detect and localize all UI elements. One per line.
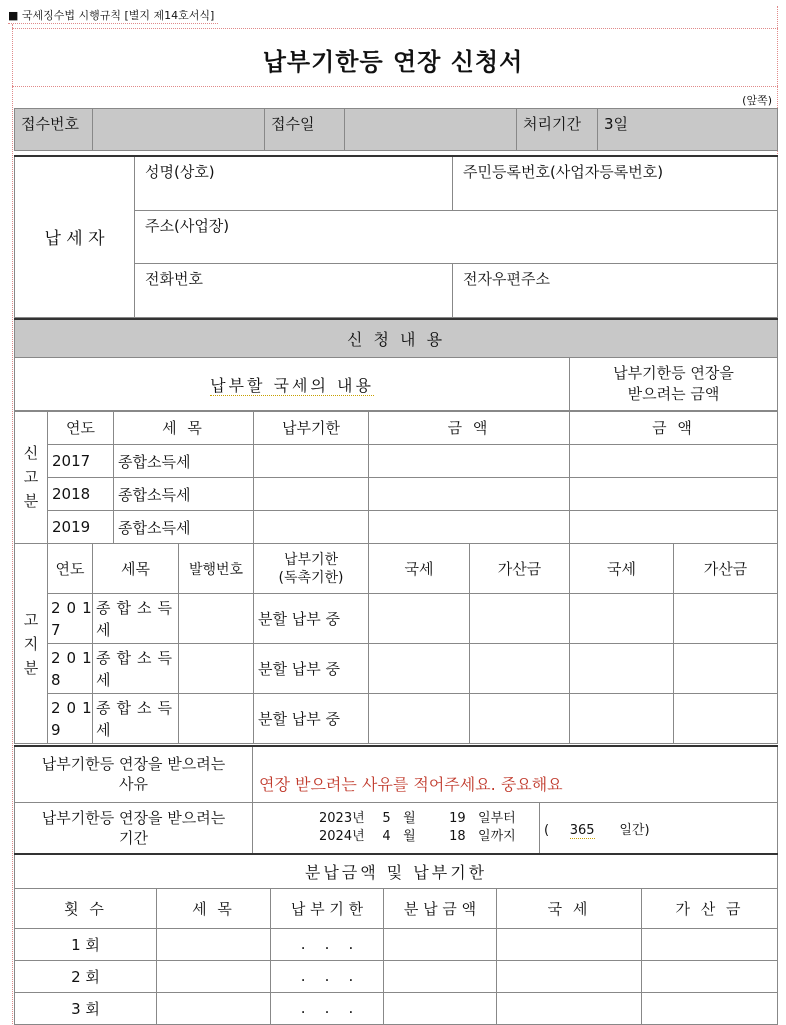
form-title: 납부기한등 연장 신청서 [262, 48, 524, 76]
installment-table [14, 853, 778, 1025]
notified-item-b: 세 [96, 670, 111, 689]
reason-label-line1: 납부기한등 연장을 받으려는 [41, 755, 226, 774]
notified-issue-field[interactable] [179, 644, 254, 694]
declared-item: 종합소득세 [114, 478, 254, 511]
from-year: 2023년 [319, 811, 365, 826]
notified-add-field[interactable] [470, 644, 570, 694]
notified-item [93, 644, 179, 694]
notified-tax-field[interactable] [369, 694, 470, 744]
period-days[interactable] [540, 802, 778, 854]
installment-tax-field[interactable] [497, 960, 642, 992]
reason-label-line2: 사유 [119, 775, 148, 794]
notified-col-ext-add: 가산금 [674, 544, 778, 594]
to-day: 18 [449, 829, 466, 844]
installment-item-field[interactable] [157, 992, 271, 1024]
notified-table [14, 543, 778, 744]
declared-ext-amount-field[interactable] [570, 511, 778, 544]
installment-title: 분납금액 및 납부기한 [15, 854, 778, 888]
period-dates[interactable] [253, 802, 540, 854]
to-month-unit: 월 [403, 829, 416, 844]
address-label: 주소(사업장) [145, 216, 230, 235]
email-label: 전자우편주소 [463, 269, 550, 288]
notified-col-year: 연도 [48, 544, 93, 594]
notified-add-field[interactable] [470, 594, 570, 644]
installment-tax-field[interactable] [497, 992, 642, 1024]
period-label [15, 802, 253, 854]
declared-ext-amount-field[interactable] [570, 445, 778, 478]
notified-col-due [254, 544, 369, 594]
notified-due: 분할 납부 중 [254, 694, 369, 744]
notified-item-b: 세 [96, 620, 111, 639]
page-guide-left [12, 24, 13, 1024]
declared-due-field[interactable] [254, 445, 369, 478]
table-row [15, 445, 778, 478]
installment-amount-field[interactable] [384, 992, 497, 1024]
table-row [15, 694, 778, 744]
notified-col-add: 가산금 [470, 544, 570, 594]
installment-date-dots: . . . [300, 999, 354, 1017]
notified-ext-add-field[interactable] [674, 694, 778, 744]
notified-col-issue: 발행번호 [179, 544, 254, 594]
notified-ext-tax-field[interactable] [570, 594, 674, 644]
notified-year [48, 594, 98, 644]
notified-add-field[interactable] [470, 694, 570, 744]
from-day: 19 [449, 811, 466, 826]
declared-side-char: 신 [23, 444, 39, 462]
reason-period-table [14, 745, 778, 855]
notified-tax-field[interactable] [369, 644, 470, 694]
notified-issue-field[interactable] [179, 594, 254, 644]
notified-item-a: 종합소득 [96, 648, 178, 667]
to-year: 2024년 [319, 829, 365, 844]
processing-period-value: 3일 [598, 109, 778, 151]
reason-value: 연장 받으려는 사유를 적어주세요. 중요해요 [259, 774, 563, 794]
receipt-table [14, 108, 778, 151]
installment-add-field[interactable] [642, 928, 778, 960]
tax-content-header-text: 납부할 국세의 내용 [210, 375, 374, 395]
declared-col-year: 연도 [48, 411, 114, 445]
application-section-title: 신 청 내 용 [15, 319, 778, 357]
installment-date-dots: . . . [300, 935, 354, 953]
declared-col-due: 납부기한 [254, 411, 369, 445]
declared-table [14, 410, 778, 544]
page-guide-top [12, 28, 778, 29]
tax-content-header [15, 357, 570, 411]
installment-item-field[interactable] [157, 960, 271, 992]
declared-col-item: 세 목 [114, 411, 254, 445]
installment-due-field[interactable] [271, 992, 384, 1024]
installment-item-field[interactable] [157, 928, 271, 960]
id-number-field[interactable] [453, 156, 778, 210]
notified-year-b: 7 [51, 620, 61, 639]
notified-year [48, 644, 98, 694]
notified-col-ext-tax: 국세 [570, 544, 674, 594]
period-from [319, 810, 539, 828]
days-open-paren: ( [544, 822, 550, 838]
reason-label [15, 746, 253, 802]
receipt-no-label: 접수번호 [15, 109, 93, 151]
installment-amount-field[interactable] [384, 960, 497, 992]
address-field[interactable] [135, 210, 778, 263]
receipt-date-label: 접수일 [265, 109, 345, 151]
notified-col-due-line2: (독촉기한) [278, 569, 344, 586]
notified-col-tax: 국세 [369, 544, 470, 594]
days-count: 365 [569, 822, 595, 838]
processing-period-label: 처리기간 [517, 109, 598, 151]
declared-side-char: 고 [23, 468, 39, 486]
table-row [15, 478, 778, 511]
installment-col-tax: 국 세 [497, 888, 642, 928]
extend-header-line2: 받으려는 금액 [627, 385, 720, 403]
installment-col-item: 세 목 [157, 888, 271, 928]
period-to [319, 828, 539, 846]
notified-item [93, 594, 179, 644]
notified-ext-tax-field[interactable] [570, 694, 674, 744]
notified-col-due-line1: 납부기한 [283, 551, 339, 568]
application-header-table [14, 318, 778, 412]
installment-no: 2 회 [15, 960, 157, 992]
notified-col-item: 세목 [93, 544, 179, 594]
table-row [15, 644, 778, 694]
declared-amount-field[interactable] [369, 511, 570, 544]
receipt-no-field[interactable] [93, 109, 265, 151]
notified-item [93, 694, 179, 744]
declared-amount-field[interactable] [369, 478, 570, 511]
law-reference: ■ 국세징수법 시행규칙 [별지 제14호서식] [8, 9, 218, 24]
extend-amount-header [570, 357, 778, 411]
notified-year-b: 8 [51, 670, 61, 689]
installment-due-field[interactable] [271, 960, 384, 992]
to-month: 4 [382, 829, 391, 844]
declared-year: 2019 [48, 511, 114, 544]
period-label-line1: 납부기한등 연장을 받으려는 [41, 809, 226, 827]
table-row [15, 960, 778, 992]
notified-year-a: 201 [51, 698, 98, 717]
notified-item-a: 종합소득 [96, 598, 178, 617]
days-suffix: 일간) [619, 822, 650, 838]
declared-side-char: 분 [23, 492, 39, 510]
notified-side-label [15, 544, 48, 744]
notified-item-b: 세 [96, 720, 111, 739]
notified-side-char: 지 [23, 634, 39, 653]
page-guide-title-bottom [12, 86, 778, 87]
table-row [15, 594, 778, 644]
declared-item: 종합소득세 [114, 511, 254, 544]
from-month: 5 [382, 811, 391, 826]
period-label-line2: 기간 [119, 829, 148, 847]
from-suffix: 일부터 [478, 811, 516, 826]
installment-add-field[interactable] [642, 960, 778, 992]
notified-due: 분할 납부 중 [254, 644, 369, 694]
notified-side-char: 고 [23, 610, 39, 629]
installment-amount-field[interactable] [384, 928, 497, 960]
declared-col-amount: 금 액 [369, 411, 570, 445]
notified-ext-add-field[interactable] [674, 644, 778, 694]
installment-due-field[interactable] [271, 928, 384, 960]
installment-no: 1 회 [15, 928, 157, 960]
email-field[interactable] [453, 263, 778, 317]
declared-amount-field[interactable] [369, 445, 570, 478]
taxpayer-section-label: 납 세 자 [15, 156, 135, 317]
notified-item-a: 종합소득 [96, 698, 178, 717]
installment-col-due: 납 부 기 한 [271, 888, 384, 928]
installment-add-field[interactable] [642, 992, 778, 1024]
notified-due: 분할 납부 중 [254, 594, 369, 644]
declared-col-ext-amount: 금 액 [570, 411, 778, 445]
id-number-label: 주민등록번호(사업자등록번호) [463, 163, 664, 181]
extend-header-line1: 납부기한등 연장을 [613, 364, 734, 382]
table-row [15, 511, 778, 544]
installment-col-amount: 분 납 금 액 [384, 888, 497, 928]
notified-ext-add-field[interactable] [674, 594, 778, 644]
declared-year: 2018 [48, 478, 114, 511]
declared-ext-amount-field[interactable] [570, 478, 778, 511]
name-field[interactable] [135, 156, 453, 210]
notified-side-char: 분 [23, 658, 39, 677]
notified-year [48, 694, 98, 744]
installment-date-dots: . . . [300, 967, 354, 985]
installment-tax-field[interactable] [497, 928, 642, 960]
from-month-unit: 월 [403, 811, 416, 826]
declared-item: 종합소득세 [114, 445, 254, 478]
table-row [15, 992, 778, 1024]
notified-tax-field[interactable] [369, 594, 470, 644]
notified-year-a: 201 [51, 598, 98, 617]
name-label: 성명(상호) [145, 163, 215, 181]
phone-field[interactable] [135, 263, 453, 317]
front-side-label: (앞쪽) [742, 94, 772, 107]
declared-year: 2017 [48, 445, 114, 478]
installment-col-no: 횟 수 [15, 888, 157, 928]
notified-year-b: 9 [51, 720, 61, 739]
declared-due-field[interactable] [254, 511, 369, 544]
taxpayer-table [14, 155, 778, 318]
reason-field[interactable] [253, 746, 778, 802]
phone-label: 전화번호 [145, 269, 203, 288]
installment-col-add: 가 산 금 [642, 888, 778, 928]
installment-no: 3 회 [15, 992, 157, 1024]
notified-issue-field[interactable] [179, 694, 254, 744]
to-suffix: 일까지 [478, 829, 516, 844]
declared-due-field[interactable] [254, 478, 369, 511]
table-row [15, 928, 778, 960]
declared-side-label [15, 411, 48, 544]
notified-ext-tax-field[interactable] [570, 644, 674, 694]
receipt-date-field[interactable] [345, 109, 517, 151]
notified-year-a: 201 [51, 648, 98, 667]
